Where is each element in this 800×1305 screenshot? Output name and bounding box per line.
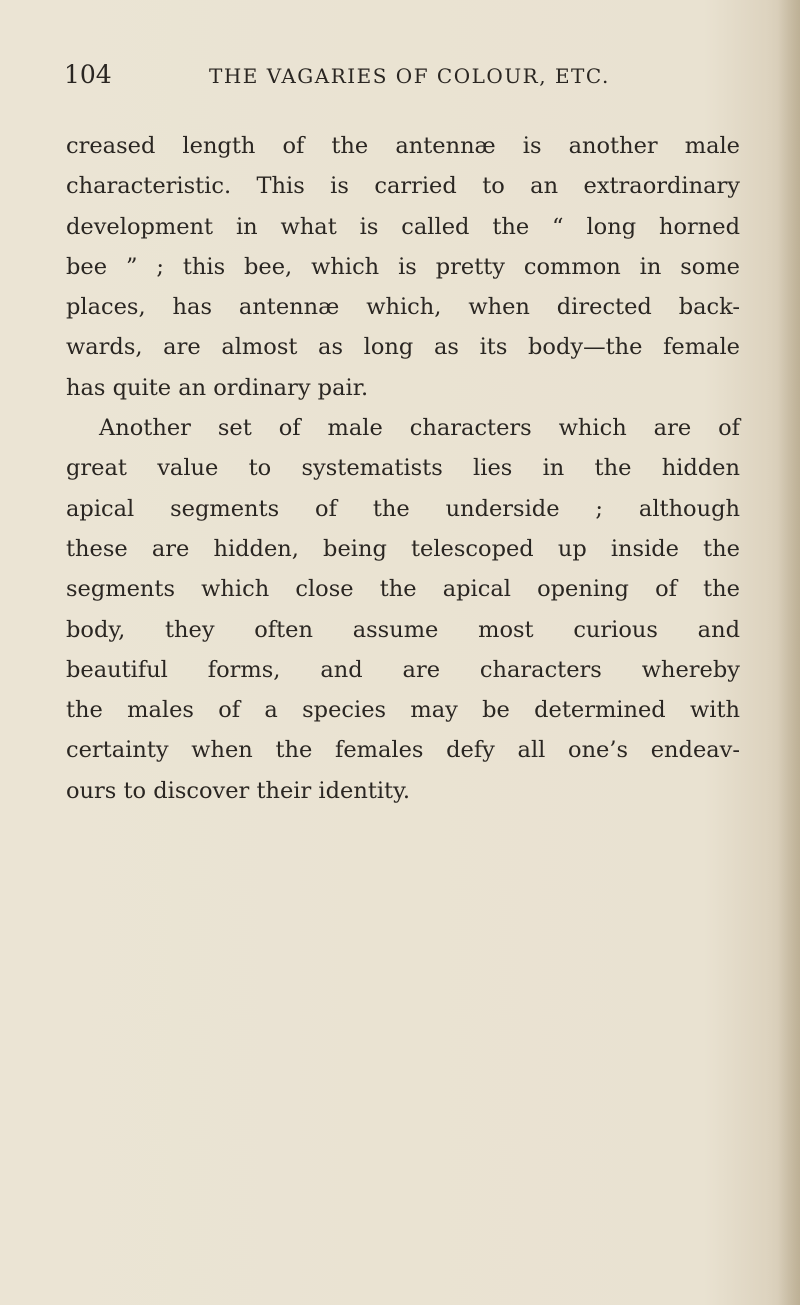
text-line: these are hidden, being telescoped up inside the <box>66 535 740 562</box>
text-line: places, has antennæ which, when directed back- <box>66 294 740 321</box>
running-head <box>64 60 724 100</box>
text-line: wards, are almost as long as its body—the female <box>66 334 740 361</box>
text-line: segments which close the apical opening of the <box>66 576 740 603</box>
text-line: apical segments of the underside ; although <box>66 495 740 522</box>
text-line: creased length of the antennæ is another male <box>66 133 740 159</box>
page-edge-shadow <box>778 0 800 1305</box>
page-number: 104 <box>64 60 112 89</box>
paragraph-first-line: Another set of male characters which are of <box>99 415 740 442</box>
text-line: beautiful forms, and are characters whereby <box>66 656 740 683</box>
text-line: characteristic. This is carried to an extraordinary <box>66 173 740 200</box>
text-line: great value to systematists lies in the hidden <box>66 455 740 482</box>
text-line: certainty when the females defy all one’s endeav- <box>66 737 740 764</box>
text-line: development in what is called the “ long horned <box>66 213 740 240</box>
running-title: THE VAGARIES OF COLOUR, ETC. <box>209 64 610 88</box>
text-line: the males of a species may be determined with <box>66 697 740 724</box>
text-line: ours to discover their identity. <box>66 777 410 804</box>
text-line: has quite an ordinary pair. <box>66 374 369 401</box>
text-line: bee ” ; this bee, which is pretty common in some <box>66 253 740 280</box>
body-text <box>66 126 740 811</box>
text-line: body, they often assume most curious and <box>66 616 740 643</box>
